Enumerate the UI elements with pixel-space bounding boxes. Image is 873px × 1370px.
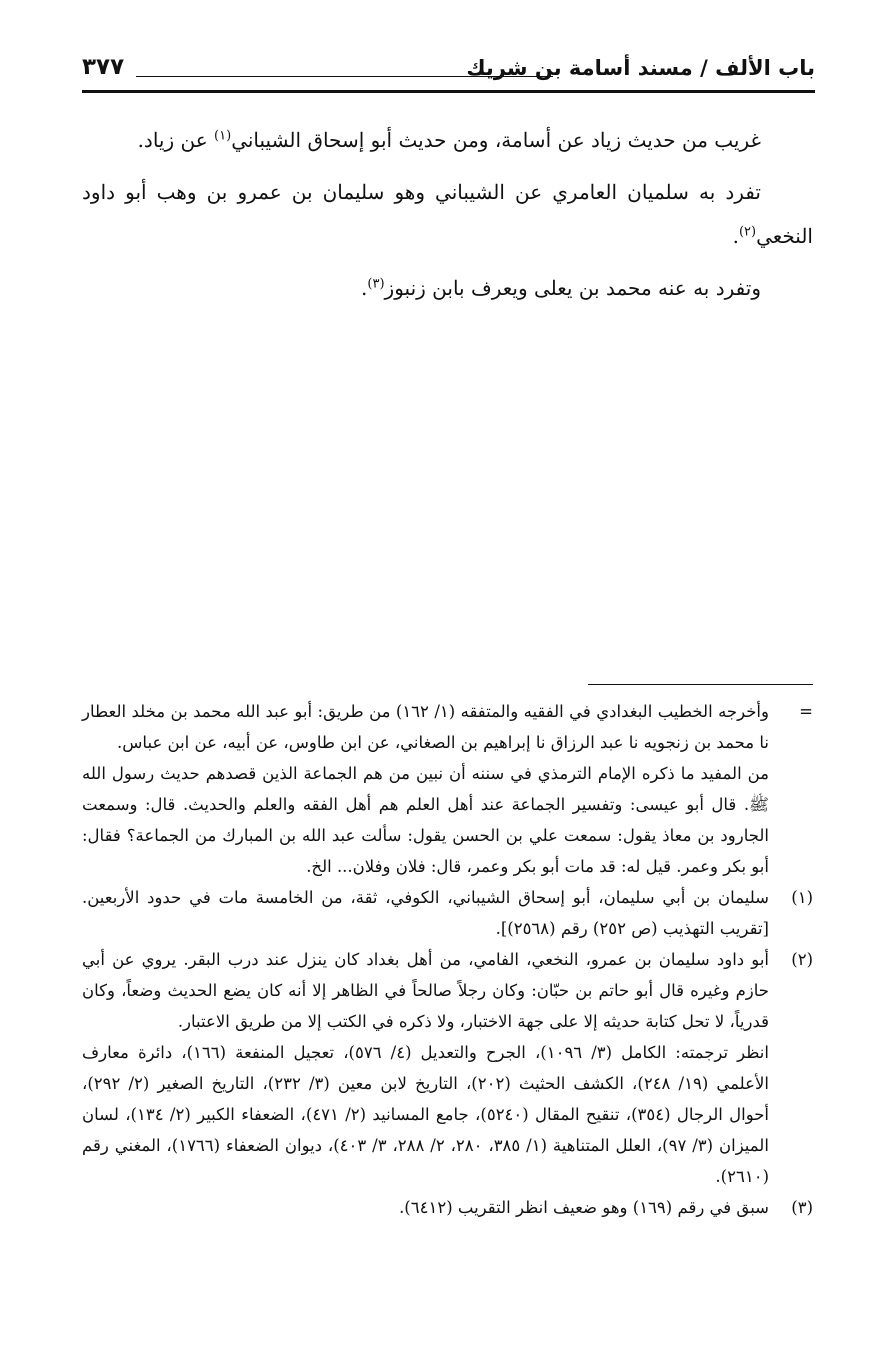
footnote-1: [82, 882, 813, 944]
footnote-paragraph: انظر ترجمته: الكامل (٣/ ١٠٩٦)، الجرح والتعديل (٤/ ٥٧٦)، تعجيل المنفعة (١٦٦)، دائرة معارف الأعلمي (١٩/ ٢٤٨)، الكشف الحثيث (٢٠٢)، التاريخ لابن معين (٣/ ٢٣٢)، التاريخ الصغير (٢/ ٢٩٢)، أحوال الرجال (٣٥٤)، تنقيح المقال (٥٢٤٠)، جامع المسانيد (٢/ ٤٧١)، الضعفاء الكبير (٢/ ١٣٤)، لسان الميزان (٣/ ٩٧)، العلل المتناهية (١/ ٣٨٥، ٢٨٠، ٢/ ٢٨٨، ٣/ ٤٠٣)، ديوان الضعفاء (١٧٦٦)، المغني رقم (٢٦١٠).: [82, 1043, 770, 1186]
footnote-paragraph: من المفيد ما ذكره الإمام الترمذي في سننه أن نبين من هم الجماعة الذين قصدهم حديث رسول الله ﷺ. قال أبو عيسى: وتفسير الجماعة عند أهل العلم هم أهل الفقه والعلم والحديث. قال: وسمعت الجارود بن معاذ يقول: سمعت علي بن الحسن يقول: سألت عبد الله بن المبارك من الجماعة؟ فقال: أبو بكر وعمر. قيل له: قد مات أبو بكر وعمر، قال: فلان وفلان... الخ.: [82, 764, 769, 876]
header-rule: [82, 90, 815, 93]
footnotes: [82, 696, 813, 1223]
footnote-rule: [588, 684, 813, 685]
page-number: ٣٧٧: [82, 54, 125, 80]
running-header: [82, 52, 815, 92]
footnote-paragraph: أبو داود سليمان بن عمرو، النخعي، الفامي، من أهل بغداد كان ينزل عند درب البقر. يروي عن أبي حازم وغيره قال أبو حاتم بن حبّان: وكان رجلاً صالحاً في الظاهر إلا أنه كان يضع الحديث وضعاً، وكان قدرياً، لا تحل كتابة حديثه إلا على جهة الاختبار، ولا ذكره في الكتب إلا من طريق الاعتبار.: [82, 950, 769, 1031]
header-leader-line: [136, 76, 553, 77]
footnote-marker: (٢): [791, 950, 813, 969]
paragraph-tail: .: [732, 224, 739, 248]
footnote-ref: (٣): [367, 276, 385, 292]
paragraph-text: تفرد به سلميان العامري عن الشيباني وهو سليمان بن عمرو بن وهب أبو داود النخعي: [82, 180, 813, 248]
chapter-title: باب الألف / مسند أسامة بن شريك: [466, 56, 815, 80]
paragraph-text: غريب من حديث زياد عن أسامة، ومن حديث أبو إسحاق الشيباني: [231, 128, 761, 152]
footnote-3: [82, 1192, 813, 1223]
main-text: [82, 118, 813, 318]
footnote-ref: (١): [214, 128, 232, 144]
paragraph-tail: .: [361, 276, 368, 300]
footnote-paragraph: سليمان بن أبي سليمان، أبو إسحاق الشيباني، الكوفي، ثقة، من الخامسة مات في حدود الأربعين. [تقريب التهذيب (ص ٢٥٢) رقم (٢٥٦٨)].: [82, 888, 769, 938]
main-paragraph: [82, 170, 813, 258]
footnote-paragraph: وأخرجه الخطيب البغدادي في الفقيه والمتفقه (١/ ١٦٢) من طريق: أبو عبد الله محمد بن مخلد العطار نا محمد بن زنجويه نا عبد الرزاق نا إبراهيم بن الصغاني، عن ابن طاوس، عن أبيه، عن ابن عباس.: [82, 702, 769, 752]
footnote-marker: =: [799, 702, 813, 721]
footnote-marker: (٣): [791, 1198, 813, 1217]
footnote-ref: (٢): [738, 224, 757, 240]
main-paragraph: [82, 118, 813, 162]
footnote-2: [82, 944, 813, 1192]
main-paragraph: [82, 266, 813, 310]
footnote-paragraph: سبق في رقم (١٦٩) وهو ضعيف انظر التقريب (٦٤١٢).: [399, 1198, 769, 1217]
footnote-continued: [82, 696, 813, 882]
footnote-marker: (١): [791, 888, 813, 907]
paragraph-text: وتفرد به عنه محمد بن يعلى ويعرف بابن زنبوز: [384, 276, 761, 300]
paragraph-tail: عن زياد.: [137, 128, 215, 152]
